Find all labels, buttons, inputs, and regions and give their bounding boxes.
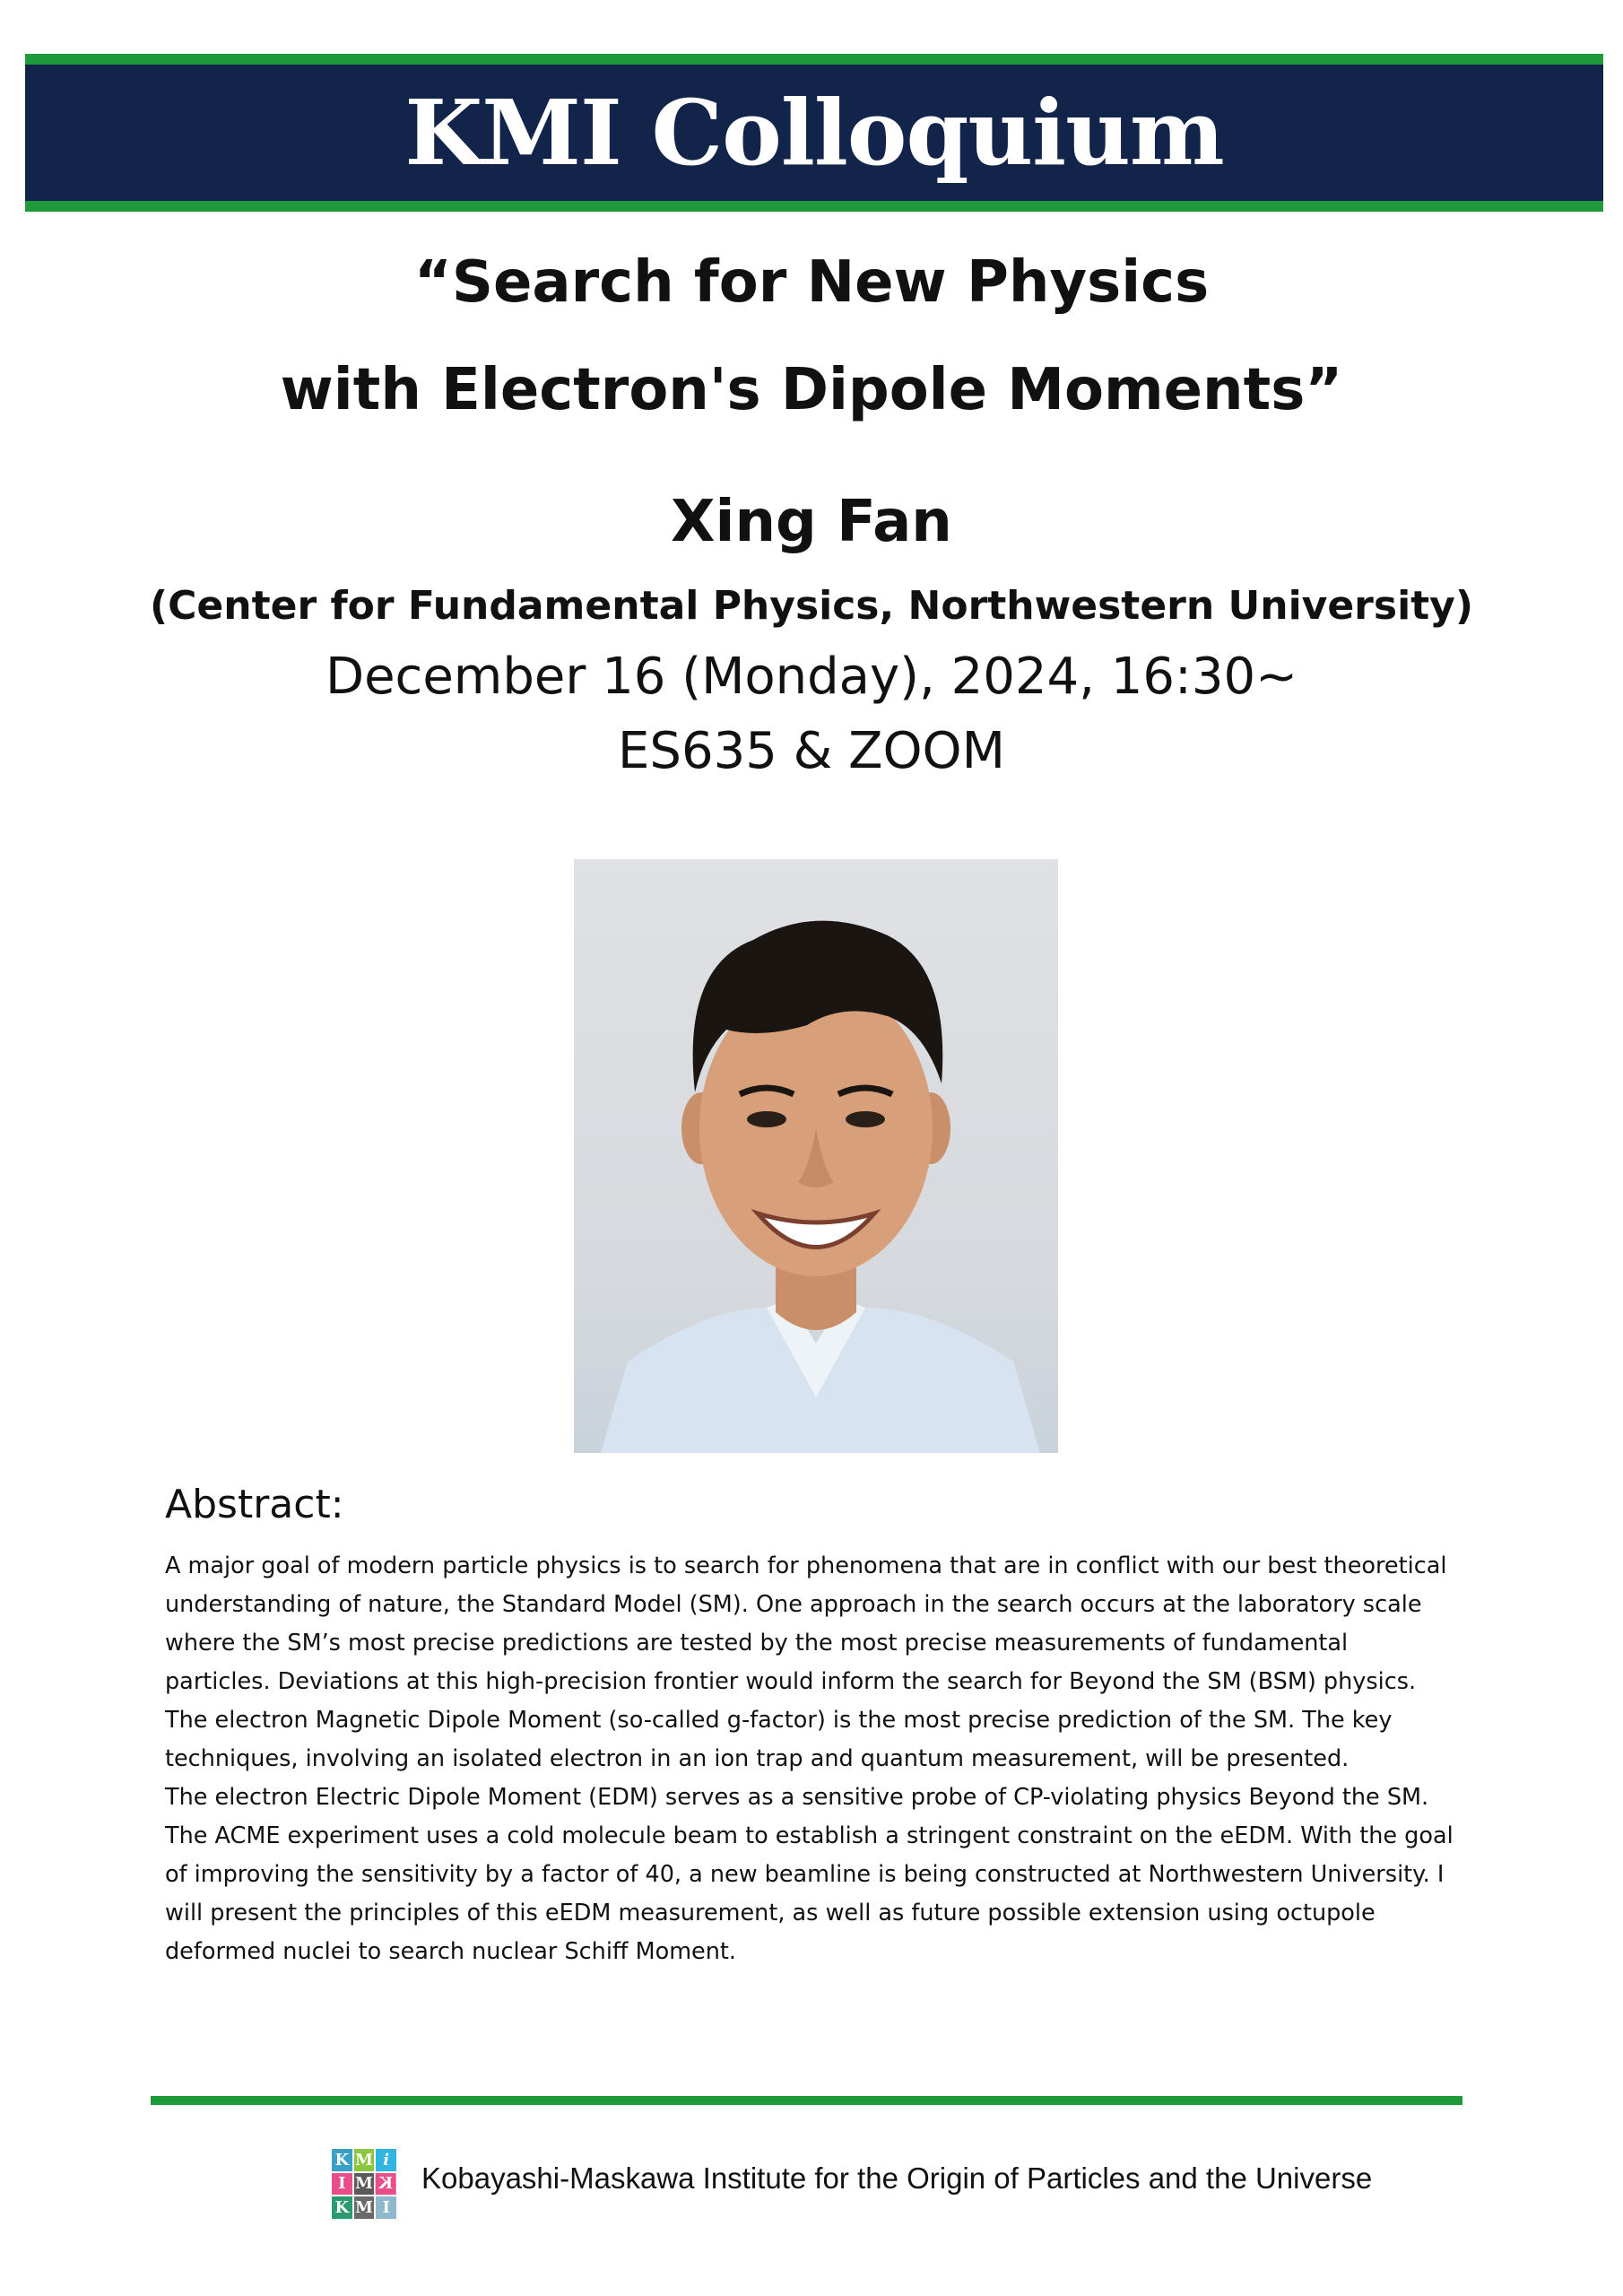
speaker-photo: [574, 859, 1058, 1453]
institute-name: Kobayashi-Maskawa Institute for the Origin of Particles and the Universe: [421, 2161, 1373, 2195]
header-banner: [25, 54, 1603, 212]
logo-cell: I: [332, 2173, 352, 2196]
abstract-paragraph-2: The electron Electric Dipole Moment (EDM) serves as a sensitive probe of CP-violating physics Beyond the SM. The ACME experiment uses a cold molecule beam to establish a stringent constraint on the eEDM. With the goal of improving the sensitivity by a factor of 40, a new beamline is being constructed at Northwestern University. I will present the principles of this eEDM measurement, as well as future possible extension using octupole deformed nuclei to search nuclear Schiff Moment.: [165, 1784, 1454, 1965]
logo-cell: K: [376, 2173, 396, 2196]
kmi-logo: [332, 2149, 396, 2219]
logo-cell: K: [332, 2196, 352, 2219]
footer-divider: [151, 2096, 1462, 2105]
talk-location: ES635 & ZOOM: [618, 722, 1005, 780]
abstract-body: [165, 1547, 1456, 1971]
abstract-paragraph-1: A major goal of modern particle physics is to search for phenomena that are in conflict with our best theoretical understanding of nature, the Standard Model (SM). One approach in the search occurs at the laboratory scale where the SM’s most precise predictions are tested by the most precise measurements of fundamental particles. Deviations at this high-precision frontier would inform the search for Beyond the SM (BSM) physics. The electron Magnetic Dipole Moment (so-called g-factor) is the most precise prediction of the SM. The key techniques, involving an isolated electron in an ion trap and quantum measurement, will be presented.: [165, 1552, 1447, 1772]
talk-title-line1: “Search for New Physics: [413, 249, 1210, 316]
logo-cell: M: [355, 2198, 373, 2218]
speaker-name: Xing Fan: [671, 489, 952, 555]
talk-title-line2: with Electron's Dipole Moments”: [280, 357, 1343, 423]
banner-top-stripe: [25, 54, 1603, 65]
talk-date: December 16 (Monday), 2024, 16:30~: [325, 648, 1298, 706]
logo-cell: M: [355, 2174, 373, 2194]
logo-cell: i: [376, 2149, 396, 2171]
logo-cell: I: [376, 2196, 396, 2219]
logo-cell: K: [332, 2149, 352, 2171]
abstract-heading: Abstract:: [165, 1482, 344, 1527]
speaker-portrait-icon: [574, 859, 1058, 1453]
logo-cell: M: [355, 2150, 373, 2170]
banner-title: KMI Colloquium: [25, 65, 1603, 201]
banner-bottom-stripe: [25, 201, 1603, 212]
speaker-affiliation: (Center for Fundamental Physics, Northwestern University): [150, 583, 1473, 629]
